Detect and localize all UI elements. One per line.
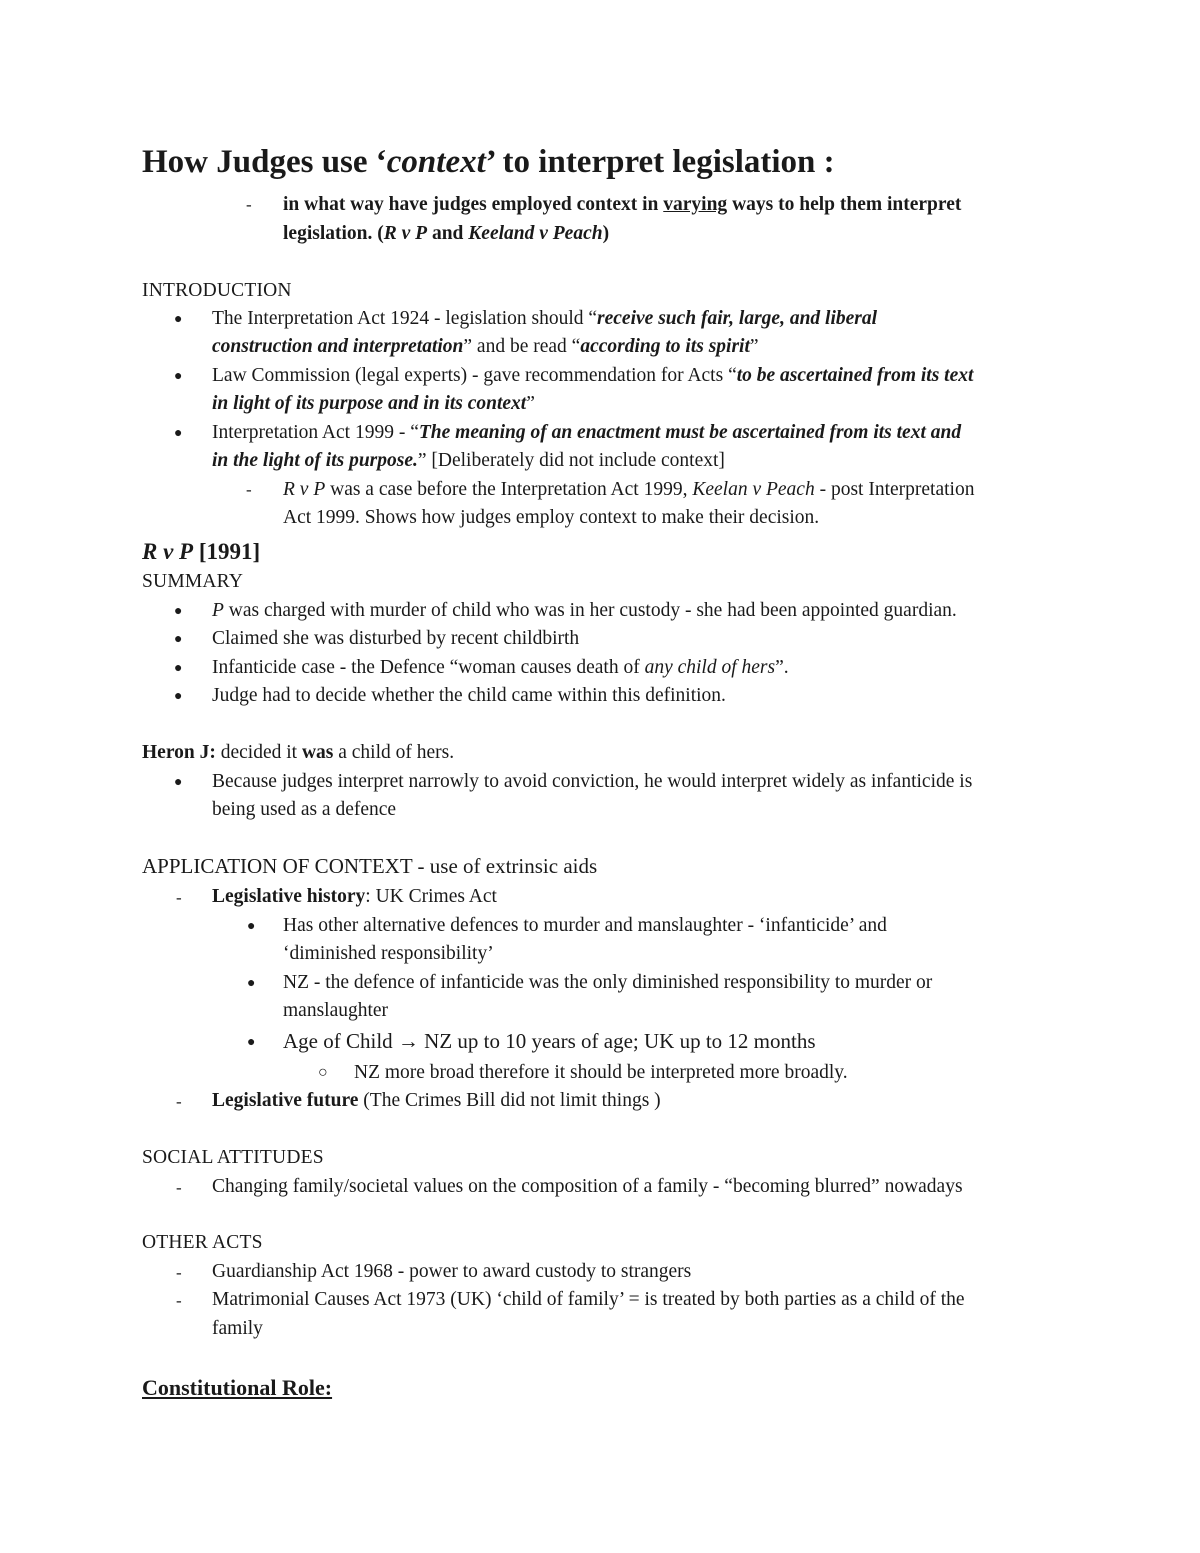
intro-heading: INTRODUCTION (142, 280, 292, 301)
bullet-marker: ● (247, 1035, 256, 1050)
application-sub-2-line-1: NZ - the defence of infanticide was the only diminished responsibility to murder or (283, 972, 933, 993)
dash-marker: - (176, 888, 182, 907)
social-dash-1: Changing family/societal values on the composition of a family - “becoming blurred” nowadays (212, 1176, 963, 1197)
dash-marker: - (176, 1178, 182, 1197)
intro-sub-line-2: Act 1999. Shows how judges employ context to make their decision. (283, 507, 820, 528)
bullet-marker: ● (247, 919, 256, 934)
other-dash-1: Guardianship Act 1968 - power to award custody to strangers (212, 1261, 692, 1282)
dash-marker: - (246, 195, 252, 214)
constitutional-heading: Constitutional Role: (142, 1375, 333, 1400)
heron-bullet-line-1: Because judges interpret narrowly to avoid conviction, he would interpret widely as infanticide is (212, 771, 973, 792)
bullet-marker: ● (174, 689, 183, 704)
other-heading: OTHER ACTS (142, 1232, 263, 1253)
bullet-marker: ● (174, 426, 183, 441)
intro-bullet-3-line-2: in the light of its purpose.” [Deliberately did not include context] (212, 450, 725, 471)
application-dash-2: Legislative future (The Crimes Bill did not limit things ) (212, 1090, 661, 1111)
application-sub-3: Age of Child → NZ up to 10 years of age; UK up to 12 months (283, 1029, 816, 1053)
heron-bullet-line-2: being used as a defence (212, 799, 397, 820)
intro-bullet-1-line-2: construction and interpretation” and be read “according to its spirit” (212, 336, 759, 357)
other-dash-2-line-1: Matrimonial Causes Act 1973 (UK) ‘child of family’ = is treated by both parties as a child of the (212, 1289, 965, 1310)
bullet-marker: ● (174, 775, 183, 790)
dash-marker: - (176, 1291, 182, 1310)
application-sub-3-sub: NZ more broad therefore it should be interpreted more broadly. (354, 1062, 848, 1083)
bullet-marker: ● (247, 976, 256, 991)
summary-bullet-4: Judge had to decide whether the child came within this definition. (212, 685, 726, 706)
bullet-marker: ● (174, 661, 183, 676)
dash-marker: - (246, 480, 252, 499)
bullet-marker: ● (174, 604, 183, 619)
other-dash-2-line-2: family (212, 1318, 263, 1339)
intro-bullet-2-line-2: in light of its purpose and in its context” (212, 393, 535, 414)
social-heading: SOCIAL ATTITUDES (142, 1147, 324, 1168)
dash-marker: - (176, 1092, 182, 1111)
summary-bullet-3: Infanticide case - the Defence “woman causes death of any child of hers”. (212, 657, 789, 678)
question-line-2: legislation. (R v P and Keeland v Peach) (283, 223, 610, 244)
case-heading: R v P [1991] (142, 539, 261, 564)
intro-sub-line-1: R v P was a case before the Interpretation Act 1999, Keelan v Peach - post Interpretation (283, 479, 975, 500)
application-sub-1-line-2: ‘diminished responsibility’ (283, 943, 494, 964)
bullet-marker: ● (174, 632, 183, 647)
summary-heading: SUMMARY (142, 571, 244, 592)
heron-line: Heron J: decided it was a child of hers. (142, 742, 455, 763)
intro-bullet-1-line-1: The Interpretation Act 1924 - legislation should “receive such fair, large, and liberal (212, 308, 878, 329)
application-heading: APPLICATION OF CONTEXT - use of extrinsic aids (142, 854, 598, 878)
application-sub-1-line-1: Has other alternative defences to murder and manslaughter - ‘infanticide’ and (283, 915, 887, 936)
document-title: How Judges use ‘context’ to interpret legislation : (142, 144, 835, 180)
bullet-marker: ● (174, 369, 183, 384)
summary-bullet-1: P was charged with murder of child who was in her custody - she had been appointed guardian. (212, 600, 957, 621)
question-line-1: in what way have judges employed context in varying ways to help them interpret (283, 194, 962, 215)
bullet-marker: ● (174, 312, 183, 327)
dash-marker: - (176, 1263, 182, 1282)
application-dash-1: Legislative history: UK Crimes Act (212, 886, 497, 907)
intro-bullet-2-line-1: Law Commission (legal experts) - gave recommendation for Acts “to be ascertained from its text (212, 365, 974, 386)
circle-marker: ○ (318, 1064, 328, 1081)
summary-bullet-2: Claimed she was disturbed by recent childbirth (212, 628, 580, 649)
intro-bullet-3-line-1: Interpretation Act 1999 - “The meaning of an enactment must be ascertained from its text and (212, 422, 962, 443)
application-sub-2-line-2: manslaughter (283, 1000, 389, 1021)
